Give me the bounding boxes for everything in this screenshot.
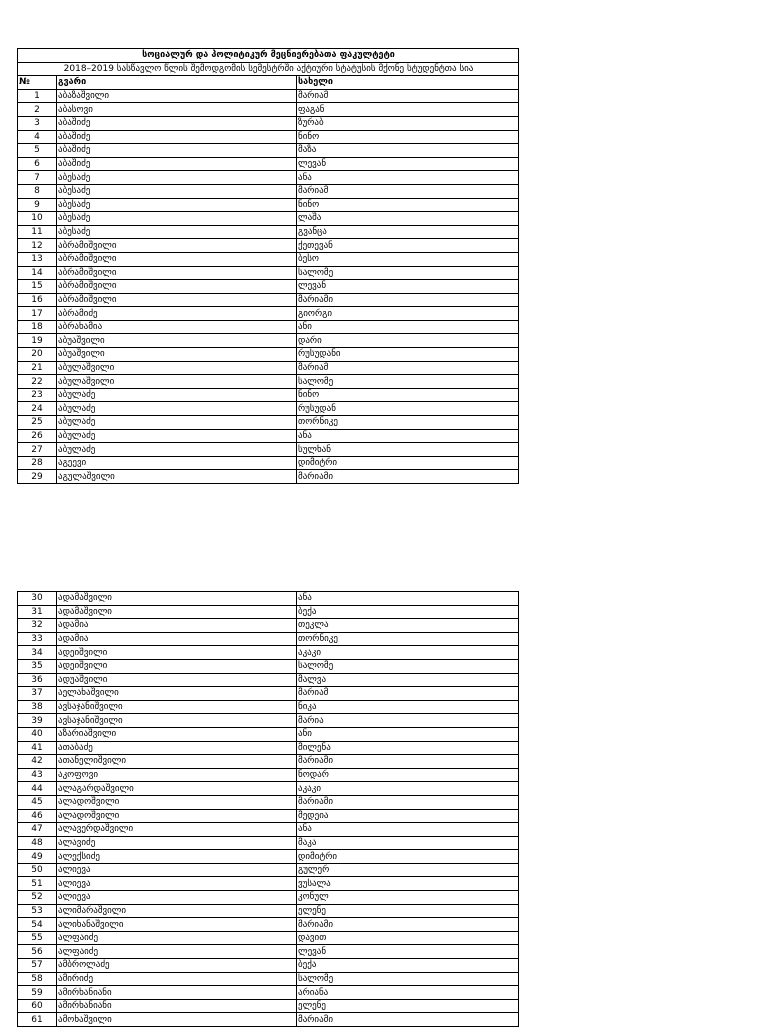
column-header-name: სახელი: [297, 76, 519, 90]
student-surname: ალადოშვილი: [57, 809, 297, 823]
student-name: ნოდარ: [297, 768, 519, 782]
student-surname: აბულაძე: [57, 416, 297, 430]
student-name: სალომე: [297, 375, 519, 389]
table-row: [18, 429, 519, 443]
student-name: ლევან: [297, 945, 519, 959]
row-number: 20: [18, 348, 57, 362]
student-name: თორნიკე: [297, 632, 519, 646]
row-number: 11: [18, 225, 57, 239]
student-name: დიმიტრი: [297, 850, 519, 864]
student-name: დარი: [297, 334, 519, 348]
student-surname: აბრამიშვილი: [57, 239, 297, 253]
row-number: 8: [18, 184, 57, 198]
table-row: [18, 809, 519, 823]
table-row: [18, 89, 519, 103]
faculty-title: სოციალურ და პოლიტიკურ მეცნიერებათა ფაკულტეტი: [18, 49, 519, 63]
student-surname: ალავერდაშვილი: [57, 823, 297, 837]
list-subtitle-row: [18, 62, 519, 76]
table-row: [18, 795, 519, 809]
student-surname: ადამია: [57, 619, 297, 633]
row-number: 47: [18, 823, 57, 837]
column-header-row: [18, 76, 519, 90]
student-surname: ალადოშვილი: [57, 795, 297, 809]
table-row: [18, 863, 519, 877]
student-name: ნიკა: [297, 700, 519, 714]
student-surname: აბულაძე: [57, 402, 297, 416]
student-surname: აბულაშვილი: [57, 375, 297, 389]
student-surname: ამირხანიანი: [57, 999, 297, 1013]
student-name: ზურაბ: [297, 116, 519, 130]
row-number: 51: [18, 877, 57, 891]
column-header-number: №: [18, 76, 57, 90]
student-name: მაზა: [297, 144, 519, 158]
table-row: [18, 673, 519, 687]
student-list-table-2: [17, 591, 519, 1027]
table-row: [18, 782, 519, 796]
student-name: მარიამი: [297, 1013, 519, 1027]
student-surname: ადამაშვილი: [57, 605, 297, 619]
table-row: [18, 823, 519, 837]
student-surname: ალიევა: [57, 877, 297, 891]
table-row: [18, 986, 519, 1000]
list-subtitle: 2018–2019 სასწავლო წლის შემოდგომის სემესტრში აქტიური სტატუსის მქონე სტუდენტთა სია: [18, 62, 519, 76]
table-row: [18, 619, 519, 633]
row-number: 24: [18, 402, 57, 416]
table-row: [18, 375, 519, 389]
row-number: 49: [18, 850, 57, 864]
table-row: [18, 239, 519, 253]
student-surname: აბრახამია: [57, 320, 297, 334]
table-row: [18, 836, 519, 850]
student-surname: აბესაძე: [57, 171, 297, 185]
student-name: ანა: [297, 592, 519, 606]
table-row: [18, 470, 519, 484]
row-number: 12: [18, 239, 57, 253]
row-number: 18: [18, 320, 57, 334]
student-name: ანი: [297, 727, 519, 741]
student-surname: აბულაშვილი: [57, 361, 297, 375]
student-surname: ალიხანაშვილი: [57, 918, 297, 932]
table-row: [18, 1013, 519, 1027]
row-number: 48: [18, 836, 57, 850]
row-number: 21: [18, 361, 57, 375]
table-row: [18, 225, 519, 239]
student-surname: ალიმარაშვილი: [57, 904, 297, 918]
student-surname: აბულაძე: [57, 388, 297, 402]
row-number: 52: [18, 891, 57, 905]
student-name: ნინო: [297, 388, 519, 402]
student-name: რუსუდანი: [297, 348, 519, 362]
student-surname: ალაგარდაშვილი: [57, 782, 297, 796]
row-number: 59: [18, 986, 57, 1000]
student-surname: ალფაიძე: [57, 945, 297, 959]
student-surname: აბრამიშვილი: [57, 252, 297, 266]
student-surname: აბესაძე: [57, 198, 297, 212]
table-row: [18, 252, 519, 266]
row-number: 54: [18, 918, 57, 932]
table-row: [18, 687, 519, 701]
student-surname: აბაშიძე: [57, 116, 297, 130]
student-surname: აგულაშვილი: [57, 470, 297, 484]
table-row: [18, 959, 519, 973]
table-row: [18, 320, 519, 334]
student-surname: აბრამიძე: [57, 307, 297, 321]
row-number: 5: [18, 144, 57, 158]
student-name: მაკა: [297, 836, 519, 850]
row-number: 13: [18, 252, 57, 266]
student-list-table-1: [17, 48, 519, 484]
table-row: [18, 714, 519, 728]
row-number: 7: [18, 171, 57, 185]
student-name: ფაგან: [297, 103, 519, 117]
student-name: ლევან: [297, 157, 519, 171]
table-row: [18, 741, 519, 755]
table-row: [18, 334, 519, 348]
table-row: [18, 198, 519, 212]
student-surname: ალექსიძე: [57, 850, 297, 864]
student-name: მარიამი: [297, 755, 519, 769]
row-number: 3: [18, 116, 57, 130]
student-name: მარია: [297, 714, 519, 728]
student-surname: აბესაძე: [57, 225, 297, 239]
student-surname: ავსაჯანიშვილი: [57, 714, 297, 728]
student-name: სალომე: [297, 266, 519, 280]
row-number: 17: [18, 307, 57, 321]
row-number: 36: [18, 673, 57, 687]
student-name: სალომე: [297, 972, 519, 986]
row-number: 38: [18, 700, 57, 714]
row-number: 45: [18, 795, 57, 809]
row-number: 15: [18, 280, 57, 294]
table-row: [18, 646, 519, 660]
student-surname: აზარიაშვილი: [57, 727, 297, 741]
table-row: [18, 632, 519, 646]
table-row: [18, 266, 519, 280]
row-number: 35: [18, 659, 57, 673]
student-name: სალომე: [297, 659, 519, 673]
table-row: [18, 755, 519, 769]
student-name: ელენე: [297, 999, 519, 1013]
student-name: მილენა: [297, 741, 519, 755]
table-row: [18, 592, 519, 606]
row-number: 31: [18, 605, 57, 619]
row-number: 61: [18, 1013, 57, 1027]
student-surname: აბუაშვილი: [57, 334, 297, 348]
student-surname: აგეევი: [57, 456, 297, 470]
student-surname: აბულაძე: [57, 443, 297, 457]
row-number: 41: [18, 741, 57, 755]
row-number: 22: [18, 375, 57, 389]
student-surname: აბრამიშვილი: [57, 266, 297, 280]
row-number: 34: [18, 646, 57, 660]
row-number: 14: [18, 266, 57, 280]
table-row: [18, 157, 519, 171]
row-number: 32: [18, 619, 57, 633]
student-surname: აბრამიშვილი: [57, 280, 297, 294]
row-number: 50: [18, 863, 57, 877]
student-name: გულერ: [297, 863, 519, 877]
student-surname: ადეიშვილი: [57, 646, 297, 660]
student-name: მედეია: [297, 809, 519, 823]
student-name: თორნიკე: [297, 416, 519, 430]
table-row: [18, 972, 519, 986]
student-surname: აბასოვი: [57, 103, 297, 117]
student-surname: ალავიძე: [57, 836, 297, 850]
student-surname: აკოფოვი: [57, 768, 297, 782]
row-number: 16: [18, 293, 57, 307]
student-name: კონულ: [297, 891, 519, 905]
student-surname: ავსაჯანიშვილი: [57, 700, 297, 714]
student-name: მარიამ: [297, 687, 519, 701]
table-row: [18, 999, 519, 1013]
student-surname: ათაბაძე: [57, 741, 297, 755]
table-row: [18, 416, 519, 430]
table-row: [18, 293, 519, 307]
student-surname: ამოხაშვილი: [57, 1013, 297, 1027]
table-row: [18, 659, 519, 673]
student-name: ანა: [297, 823, 519, 837]
row-number: 39: [18, 714, 57, 728]
table-row: [18, 918, 519, 932]
student-name: ანა: [297, 171, 519, 185]
student-surname: აბუაშვილი: [57, 348, 297, 362]
student-name: ანი: [297, 320, 519, 334]
row-number: 26: [18, 429, 57, 443]
student-name: ლევან: [297, 280, 519, 294]
row-number: 1: [18, 89, 57, 103]
row-number: 57: [18, 959, 57, 973]
student-name: დიმიტრი: [297, 456, 519, 470]
student-name: თეკლა: [297, 619, 519, 633]
row-number: 25: [18, 416, 57, 430]
row-number: 56: [18, 945, 57, 959]
faculty-title-row: [18, 49, 519, 63]
student-surname: აელახაშვილი: [57, 687, 297, 701]
row-number: 6: [18, 157, 57, 171]
student-name: რუსუდან: [297, 402, 519, 416]
table-row: [18, 130, 519, 144]
table-row: [18, 361, 519, 375]
row-number: 27: [18, 443, 57, 457]
student-surname: ალიევა: [57, 891, 297, 905]
row-number: 55: [18, 931, 57, 945]
student-surname: აბულაძე: [57, 429, 297, 443]
student-name: ნინო: [297, 198, 519, 212]
student-surname: ამირხანიანი: [57, 986, 297, 1000]
table-row: [18, 307, 519, 321]
student-name: ანა: [297, 429, 519, 443]
table-row: [18, 456, 519, 470]
student-name: ვუსალა: [297, 877, 519, 891]
row-number: 23: [18, 388, 57, 402]
student-surname: ათანელიშვილი: [57, 755, 297, 769]
student-name: მარიამ: [297, 89, 519, 103]
student-surname: ადეიშვილი: [57, 659, 297, 673]
student-surname: აბრამიშვილი: [57, 293, 297, 307]
row-number: 9: [18, 198, 57, 212]
row-number: 42: [18, 755, 57, 769]
column-header-surname: გვარი: [57, 76, 297, 90]
table-row: [18, 877, 519, 891]
table-row: [18, 904, 519, 918]
row-number: 29: [18, 470, 57, 484]
table-row: [18, 116, 519, 130]
student-name: ბექა: [297, 605, 519, 619]
table-row: [18, 388, 519, 402]
student-name: მარიამი: [297, 795, 519, 809]
row-number: 46: [18, 809, 57, 823]
row-number: 10: [18, 212, 57, 226]
student-surname: ადამაშვილი: [57, 592, 297, 606]
table-row: [18, 850, 519, 864]
table-row: [18, 768, 519, 782]
student-name: მარიამი: [297, 293, 519, 307]
student-name: სულხან: [297, 443, 519, 457]
student-name: გვანცა: [297, 225, 519, 239]
table-row: [18, 945, 519, 959]
row-number: 19: [18, 334, 57, 348]
student-name: აკაკი: [297, 782, 519, 796]
table-row: [18, 184, 519, 198]
student-surname: ამირიძე: [57, 972, 297, 986]
table-row: [18, 891, 519, 905]
student-surname: აბესაძე: [57, 212, 297, 226]
row-number: 40: [18, 727, 57, 741]
student-surname: ამბროლაძე: [57, 959, 297, 973]
table-row: [18, 700, 519, 714]
table-row: [18, 605, 519, 619]
student-name: ქეთევან: [297, 239, 519, 253]
student-name: ბექა: [297, 959, 519, 973]
row-number: 44: [18, 782, 57, 796]
table-row: [18, 144, 519, 158]
row-number: 60: [18, 999, 57, 1013]
student-name: მარიამი: [297, 470, 519, 484]
student-name: ბესო: [297, 252, 519, 266]
table-row: [18, 212, 519, 226]
table-row: [18, 280, 519, 294]
student-surname: აბაშიძე: [57, 144, 297, 158]
student-surname: აბაშიძე: [57, 157, 297, 171]
table-row: [18, 103, 519, 117]
table-row: [18, 443, 519, 457]
student-name: არიანა: [297, 986, 519, 1000]
student-name: აკაკი: [297, 646, 519, 660]
student-surname: აბესაძე: [57, 184, 297, 198]
student-name: ნინო: [297, 130, 519, 144]
row-number: 37: [18, 687, 57, 701]
row-number: 30: [18, 592, 57, 606]
table-row: [18, 171, 519, 185]
student-surname: ალფაიძე: [57, 931, 297, 945]
student-name: ელენე: [297, 904, 519, 918]
student-surname: ადამია: [57, 632, 297, 646]
table-row: [18, 931, 519, 945]
table-row: [18, 402, 519, 416]
row-number: 2: [18, 103, 57, 117]
student-surname: ადუაშვილი: [57, 673, 297, 687]
row-number: 58: [18, 972, 57, 986]
student-name: დავით: [297, 931, 519, 945]
student-surname: აბაზაშვილი: [57, 89, 297, 103]
student-name: მალვა: [297, 673, 519, 687]
student-name: მარიამი: [297, 918, 519, 932]
row-number: 43: [18, 768, 57, 782]
student-surname: აბაშიძე: [57, 130, 297, 144]
student-name: გიორგი: [297, 307, 519, 321]
row-number: 28: [18, 456, 57, 470]
student-name: მარიამ: [297, 184, 519, 198]
row-number: 4: [18, 130, 57, 144]
student-name: ლაშა: [297, 212, 519, 226]
student-surname: ალიევა: [57, 863, 297, 877]
row-number: 53: [18, 904, 57, 918]
row-number: 33: [18, 632, 57, 646]
table-row: [18, 348, 519, 362]
table-row: [18, 727, 519, 741]
student-name: მარიამ: [297, 361, 519, 375]
